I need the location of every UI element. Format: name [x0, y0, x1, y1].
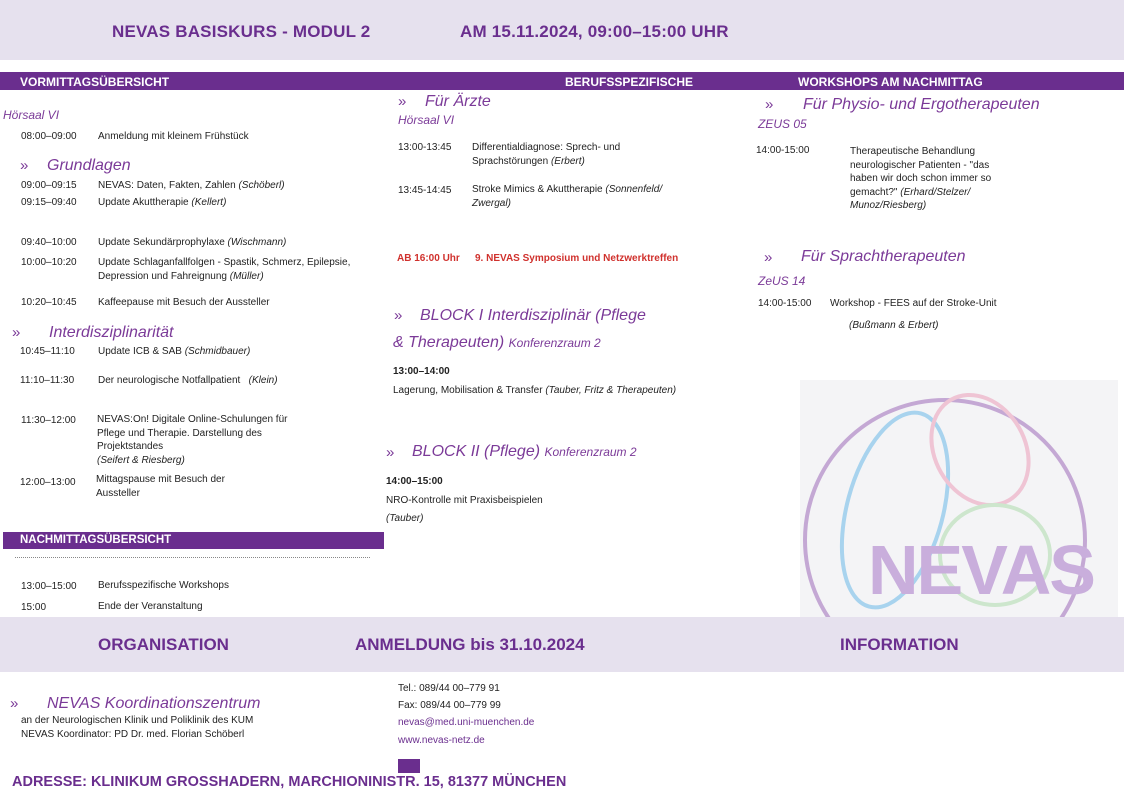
schedule-item: Therapeutische Behandlung neurologischer Patienten - "das haben wir doch schon immer so gemacht?" (Erhard/Stelzer/ Munoz/Riesberg) — [850, 146, 992, 211]
block-2-item: NRO-Kontrolle mit Praxisbeispielen — [386, 495, 543, 506]
schedule-item: Kaffeepause mit Besuch der Aussteller — [98, 297, 270, 308]
section-sprachtherapeuten: Für Sprachtherapeuten — [801, 248, 966, 265]
schedule-time: 10:20–10:45 — [21, 297, 77, 308]
schedule-item: Mittagspause mit Besuch der Aussteller — [96, 474, 225, 499]
schedule-time: 09:40–10:00 — [21, 237, 77, 248]
schedule-item: Update Schlaganfallfolgen - Spastik, Schmerz, Epilepsie, Depression und Fahreignung (Müller) — [98, 257, 351, 282]
chevron-right-icon: » — [10, 695, 19, 712]
dotted-divider — [15, 557, 370, 558]
morning-overview-heading: VORMITTAGSÜBERSICHT — [20, 75, 170, 89]
course-date: AM 15.11.2024, 09:00–15:00 UHR — [460, 22, 729, 41]
decorative-square — [398, 759, 420, 773]
schedule-item: Update Sekundärprophylaxe (Wischmann) — [98, 237, 287, 248]
phone-number: Tel.: 089/44 00–779 91 — [398, 683, 500, 694]
schedule-item: Stroke Mimics & Akuttherapie (Sonnenfeld/ Zwergal) — [472, 184, 663, 209]
section-physio-ergo: Für Physio- und Ergotherapeuten — [803, 96, 1040, 113]
chevron-right-icon: » — [386, 444, 395, 461]
block-1-item: Lagerung, Mobilisation & Transfer (Tauber, Fritz & Therapeuten) — [393, 385, 677, 396]
schedule-item: Workshop - FEES auf der Stroke-Unit — [830, 298, 997, 309]
specific-heading: BERUFSSPEZIFISCHE — [565, 75, 694, 89]
chevron-right-icon: » — [765, 96, 774, 113]
chevron-right-icon: » — [398, 93, 407, 110]
room-label: ZEUS 05 — [758, 117, 807, 131]
afternoon-overview-heading: NACHMITTAGSÜBERSICHT — [20, 534, 172, 546]
chevron-right-icon: » — [394, 307, 403, 324]
schedule-time: 10:00–10:20 — [21, 257, 77, 268]
email-link[interactable]: nevas@med.uni-muenchen.de — [398, 717, 535, 728]
room-label: ZeUS 14 — [758, 274, 806, 288]
symposium-text: 9. NEVAS Symposium und Netzwerktreffen — [475, 253, 679, 264]
schedule-item: Ende der Veranstaltung — [98, 601, 203, 612]
section-fuer-aerzte: Für Ärzte — [425, 93, 491, 110]
schedule-time: 15:00 — [21, 602, 47, 613]
schedule-time: 09:15–09:40 — [21, 197, 77, 208]
section-grundlagen: Grundlagen — [47, 157, 131, 174]
schedule-time: 09:00–09:15 — [21, 180, 77, 191]
address-line: ADRESSE: KLINIKUM GROSSHADERN, MARCHIONINISTR. 15, 81377 MÜNCHEN — [12, 774, 567, 790]
schedule-time: 11:30–12:00 — [21, 415, 76, 426]
schedule-time: 13:00-13:45 — [398, 142, 452, 153]
block-1-title: BLOCK I Interdisziplinär (Pflege — [420, 307, 646, 324]
schedule-time: 13:00–15:00 — [21, 581, 77, 592]
workshops-heading: WORKSHOPS AM NACHMITTAG — [798, 75, 983, 89]
schedule-item: NEVAS: Daten, Fakten, Zahlen (Schöberl) — [98, 180, 285, 191]
schedule-time: 13:45-14:45 — [398, 185, 452, 196]
block-2-time: 14:00–15:00 — [386, 476, 443, 487]
coordination-line-2: NEVAS Koordinator: PD Dr. med. Florian Schöberl — [21, 729, 245, 740]
schedule-item: Berufsspezifische Workshops — [98, 580, 229, 591]
schedule-item: Update ICB & SAB (Schmidbauer) — [98, 346, 251, 357]
chevron-right-icon: » — [20, 157, 29, 174]
block-1-time: 13:00–14:00 — [393, 366, 450, 377]
schedule-item: Der neurologische Notfallpatient (Klein) — [98, 375, 278, 386]
registration-heading: ANMELDUNG bis 31.10.2024 — [355, 635, 585, 654]
schedule-time: 11:10–11:30 — [20, 375, 75, 386]
schedule-item: Differentialdiagnose: Sprech- und Sprachstörungen (Erbert) — [472, 142, 621, 167]
course-title: NEVAS BASISKURS - MODUL 2 — [112, 22, 371, 41]
block-2-title: BLOCK II (Pflege) Konferenzraum 2 — [412, 443, 637, 460]
schedule-item: NEVAS:On! Digitale Online-Schulungen für Pflege und Therapie. Darstellung des Projektstandes (Seifert & Riesberg) — [97, 414, 288, 466]
website-link[interactable]: www.nevas-netz.de — [398, 735, 485, 746]
lecture-hall-label: Hörsaal VI — [398, 113, 455, 127]
section-interdisziplinaritaet: Interdisziplinarität — [49, 324, 174, 341]
lecture-hall-label: Hörsaal VI — [3, 108, 60, 122]
schedule-item: Update Akuttherapie (Kellert) — [98, 197, 227, 208]
chevron-right-icon: » — [764, 249, 773, 266]
schedule-time: 08:00–09:00 — [21, 131, 77, 142]
chevron-right-icon: » — [12, 324, 21, 341]
logo-text: NEVAS — [868, 531, 1094, 609]
coordination-center: NEVAS Koordinationszentrum — [47, 695, 261, 712]
organisation-heading: ORGANISATION — [98, 635, 229, 654]
schedule-time: 10:45–11:10 — [20, 346, 75, 357]
coordination-line-1: an der Neurologischen Klinik und Poliklinik des KUM — [21, 715, 254, 726]
schedule-time: 14:00-15:00 — [758, 298, 812, 309]
fax-number: Fax: 089/44 00–779 99 — [398, 700, 501, 711]
schedule-speaker: (Bußmann & Erbert) — [849, 320, 939, 331]
nevas-logo — [800, 380, 1118, 617]
symposium-time: AB 16:00 Uhr — [397, 253, 460, 264]
information-heading: INFORMATION — [840, 635, 959, 654]
block-1-subtitle: & Therapeuten) Konferenzraum 2 — [393, 334, 601, 351]
schedule-time: 14:00-15:00 — [756, 145, 810, 156]
block-2-speaker: (Tauber) — [386, 513, 424, 524]
schedule-time: 12:00–13:00 — [20, 477, 76, 488]
schedule-item: Anmeldung mit kleinem Frühstück — [98, 131, 249, 142]
